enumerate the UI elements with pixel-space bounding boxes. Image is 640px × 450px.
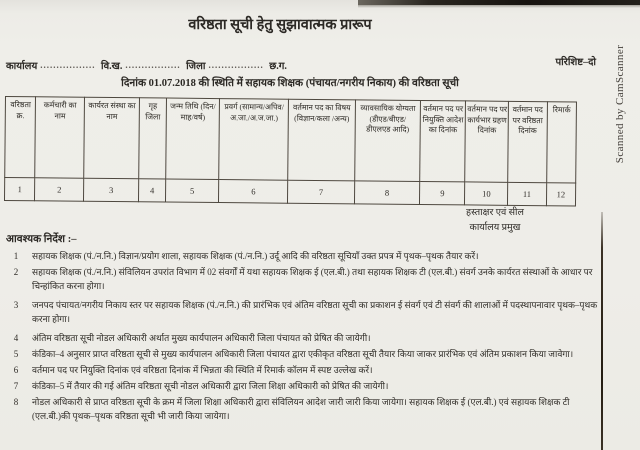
instruction-text: कंडिका–5 में तैयार की गई अंतिम वरिष्ठता सूची नोडल अधिकारी द्वारा जिला शिक्षा अधिकारी को प्रेषित की जायेगी। [32,381,389,391]
col-header-dob: जन्म तिथि (दिन/माह/वर्ष) [165,98,219,180]
instruction-item-3 [6,299,598,326]
instruction-text: सहायक शिक्षक (पं./न.नि.) संविलियन उपरांत विभाग में 02 संवर्गों में यथा सहायक शिक्षक ई (एल.बी.) तथा सहायक शिक्षक टी (एल.बी.) संवर्ग उनके कार्यरत संस्थाओं के आधार पर चिन्हांकित करना होगा। [32,267,593,291]
col-num-3: 3 [83,178,138,202]
scan-edge-top-shadow [358,5,640,8]
office-blank: ................. [40,60,96,70]
col-num-2: 2 [35,178,84,201]
col-num-5: 5 [165,179,219,203]
col-num-1: 1 [4,178,35,201]
instruction-text: नोडल अधिकारी से प्राप्त वरिष्ठता सूची के क्रम में जिला शिक्षा अधिकारी द्वारा संविलियन आदेश जारी जारी किया जायेगा। सहायक शिक्षक ई (एल.बी.) एवं सहायक शिक्षक टी (एल.बी.)की पृथक–पृथक वरिष्ठता सूची भी जारी किया जायेगा। [32,397,570,421]
camscanner-watermark: Scanned by CamScanner [614,44,626,164]
document-title: वरिष्ठता सूची हेतु सुझावात्मक प्रारूप [188,17,372,33]
instruction-item-5 [6,348,598,362]
instruction-item-2 [6,266,598,293]
col-header-remark: रिमार्क [546,102,576,183]
appendix-label: परिशिष्ट–दो [555,57,596,68]
instruction-number: 2 [13,267,19,277]
col-num-9: 9 [420,181,465,204]
instruction-number: 3 [13,300,19,310]
scan-page-edge-line [601,212,603,450]
col-header-seniority-date: वर्तमान पद पर वरिष्ठता दिनांक [508,101,547,182]
col-header-qualification: व्यावसायिक योग्यता (डीएड/बीएड/ डीएलएड आदि) [354,100,420,182]
instruction-item-7 [6,380,598,394]
district-blank: ................. [208,60,264,70]
instruction-text: कंडिका–4 अनुसार प्राप्त वरिष्ठता सूची से मुख्य कार्यपालन अधिकारी जिला पंचायत द्वारा एकीकृत वरिष्ठता सूची तैयार किया जाकर प्रारंभिक एवं अंतिम प्रकाशन किया जावेगा। [32,349,574,359]
col-num-8: 8 [354,181,420,205]
col-header-category: प्रवर्ग (सामान्य/अपिव/ अ.जा./अ.ज.जा.) [219,99,289,181]
district-label: जिला [186,61,206,72]
office-label: कार्यालय [6,61,38,72]
instruction-number: 1 [13,251,19,261]
col-num-6: 6 [219,180,288,204]
instructions-section [6,232,598,426]
instruction-item-1 [6,250,598,264]
instruction-item-6 [6,364,598,378]
office-line [6,58,287,72]
table-header-row [5,97,577,183]
col-header-seniority-no: वरिष्ठता क्र. [5,97,36,178]
col-num-12: 12 [546,183,576,206]
instructions-heading: आवश्यक निर्देश :– [6,234,77,245]
instruction-item-8 [6,396,598,423]
block-blank: ................. [125,60,181,70]
block-label: वि.ख. [101,61,123,72]
instruction-text: जनपद पंचायत/नगरीय निकाय स्तर पर सहायक शिक्षक (पं./न.नि.) की प्रारंभिक एवं अंतिम वरिष्ठता सूची का प्रकाशन ई संवर्ग एवं टी संवर्ग की शालाओं में पदस्थापनावार पृथक–पृथक करना होगा। [32,300,598,324]
date-status-line: दिनांक 01.07.2018 की स्थिति में सहायक शिक्षक (पंचायत/नगरीय निकाय) की वरिष्ठता सूची [121,78,459,89]
col-header-home-district: गृह जिला [139,98,166,179]
col-header-subject: वर्तमान पद का विषय (विज्ञान/कला /अन्य) [288,99,355,181]
col-num-11: 11 [508,182,547,205]
seniority-table [4,96,577,206]
col-header-appointment-order-date: वर्तमान पद पर नियुक्ति आदेश का दिनांक [420,100,466,181]
instruction-text: सहायक शिक्षक (पं./न.नि.) विज्ञान/प्रयोग शाला, सहायक शिक्षक (पं./न.नि.) उर्दू आदि की वरिष्ठता सूचियाँ उक्त प्रपत्र में पृथक–पृथक तैयार करें। [32,251,479,261]
col-header-joining-date: वर्तमान पद पर कार्यभार ग्रहण दिनांक [465,101,509,182]
col-header-institution-name: कार्यरत संस्था का नाम [84,97,140,179]
instruction-text: वर्तमान पद पर नियुक्ति दिनांक एवं वरिष्ठता दिनांक में भिन्नता की स्थिति में रिमार्क कॉलम में स्पष्ट उल्लेख करें। [32,365,373,375]
instruction-number: 6 [13,365,19,375]
instruction-number: 4 [13,333,19,343]
instruction-number: 7 [13,381,19,391]
instruction-number: 8 [13,397,19,407]
col-num-4: 4 [139,179,166,202]
col-num-7: 7 [288,180,355,204]
seniority-table-wrap [4,96,577,206]
instruction-number: 5 [13,349,19,359]
instruction-text: अंतिम वरिष्ठता सूची नोडल अधिकारी अर्थात मुख्य कार्यपालन अधिकारी जिला पंचायत को प्रेषित की जायेगी। [32,333,371,343]
table-number-row [4,178,575,206]
instruction-item-4 [6,332,598,346]
state-label: छ.ग. [269,61,287,72]
signatory-title: कार्यालय प्रमुख [469,222,521,233]
signature-line: हस्ताक्षर एवं सील [466,208,524,218]
col-header-employee-name: कर्मचारी का नाम [35,97,84,178]
col-num-10: 10 [465,182,508,205]
